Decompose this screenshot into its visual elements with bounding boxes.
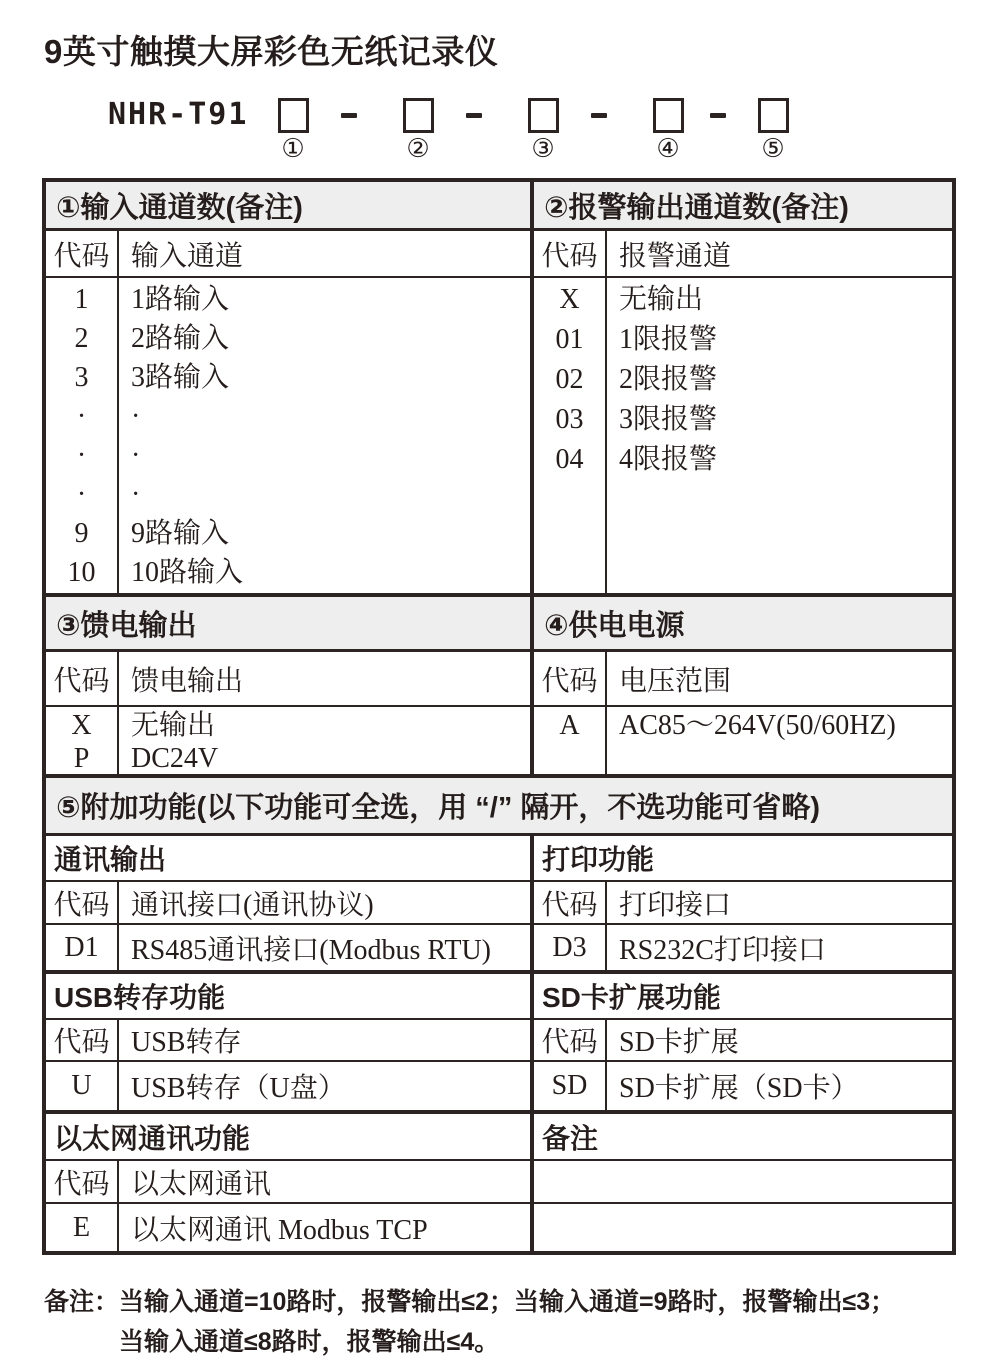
subheader-row-eth-remark bbox=[46, 1161, 952, 1204]
selection-table bbox=[42, 178, 956, 1255]
s3-row-code: P bbox=[73, 743, 90, 774]
s2-row-desc: 2限报警 bbox=[619, 364, 718, 395]
s2-desc-header: 报警通道 bbox=[619, 240, 732, 272]
remark-group-title: 备注 bbox=[542, 1122, 599, 1154]
model-position-3: ③ bbox=[531, 134, 555, 164]
s2-row-code: 01 bbox=[555, 324, 584, 355]
s1-row-desc: · bbox=[131, 479, 141, 510]
model-box-5 bbox=[758, 98, 789, 133]
s1-row-desc: 10路输入 bbox=[131, 557, 244, 588]
s1-row-desc: 9路输入 bbox=[131, 518, 230, 549]
group-header-row-usb-sd bbox=[46, 974, 952, 1020]
model-position-1: ① bbox=[281, 134, 305, 164]
usb-code-header: 代码 bbox=[46, 1020, 119, 1060]
s3-row-code: X bbox=[71, 710, 92, 741]
section-4-header: ④供电电源 bbox=[534, 597, 952, 649]
s3-row-desc: DC24V bbox=[131, 743, 219, 774]
data-row-comm-print bbox=[46, 925, 952, 974]
s3-codes-column bbox=[46, 707, 119, 774]
s2-row-code: 03 bbox=[555, 404, 584, 435]
sd-row-desc: SD卡扩展（SD卡） bbox=[619, 1073, 859, 1104]
subheader-row-usb-sd bbox=[46, 1020, 952, 1062]
footnote-text bbox=[119, 1282, 895, 1360]
model-dash-1 bbox=[341, 113, 357, 118]
comm-desc-header: 通讯接口(通讯协议) bbox=[131, 889, 374, 921]
remark-empty-cell bbox=[534, 1161, 952, 1202]
s1-row-code: 3 bbox=[74, 362, 89, 393]
data-row-3-4 bbox=[46, 707, 952, 778]
comm-group-title: 通讯输出 bbox=[54, 844, 167, 875]
eth-desc-header: 以太网通讯 bbox=[131, 1168, 272, 1200]
s2-row-desc: 4限报警 bbox=[619, 444, 718, 475]
sd-row-code: SD bbox=[534, 1062, 607, 1110]
model-position-4: ④ bbox=[656, 134, 680, 164]
model-dash-2 bbox=[466, 113, 482, 118]
s2-row-desc: 无输出 bbox=[619, 284, 704, 315]
data-row-eth-remark bbox=[46, 1204, 952, 1251]
sd-group-title: SD卡扩展功能 bbox=[542, 982, 721, 1013]
s4-row-code: A bbox=[559, 710, 580, 741]
subheader-row-comm-print bbox=[46, 882, 952, 925]
s3-row-desc: 无输出 bbox=[131, 710, 216, 741]
s2-codes-column bbox=[534, 278, 607, 593]
footnote-label: 备注： bbox=[44, 1288, 120, 1316]
page-title: 9英寸触摸大屏彩色无纸记录仪 bbox=[44, 33, 499, 70]
model-prefix: NHR-T91 bbox=[108, 97, 249, 132]
eth-row-code: E bbox=[46, 1204, 119, 1251]
footnote bbox=[44, 1282, 895, 1360]
usb-row-desc: USB转存（U盘） bbox=[131, 1073, 346, 1104]
remark-empty-cell bbox=[534, 1204, 952, 1251]
model-position-2: ② bbox=[406, 134, 430, 164]
section-2-header: ②报警输出通道数(备注) bbox=[534, 182, 952, 228]
subheader-row-1-2 bbox=[46, 231, 952, 278]
s2-row-desc: 3限报警 bbox=[619, 404, 718, 435]
band-row-1-2 bbox=[46, 182, 952, 231]
data-row-usb-sd bbox=[46, 1062, 952, 1114]
s1-descs-column bbox=[119, 278, 530, 593]
s4-desc-header: 电压范围 bbox=[619, 665, 732, 697]
data-row-1-2 bbox=[46, 278, 952, 597]
s2-row-desc: 1限报警 bbox=[619, 324, 718, 355]
band-row-5 bbox=[46, 778, 952, 836]
s2-descs-column bbox=[607, 278, 952, 593]
s1-row-code: · bbox=[76, 401, 87, 432]
footnote-line-2: 当输入通道≤8路时，报警输出≤4。 bbox=[119, 1328, 500, 1356]
print-code-header: 代码 bbox=[534, 882, 607, 923]
s4-code-header: 代码 bbox=[534, 652, 607, 705]
s1-row-desc: 2路输入 bbox=[131, 323, 230, 354]
model-dash-3 bbox=[591, 113, 607, 118]
print-desc-header: 打印接口 bbox=[619, 889, 732, 921]
s2-row-code: X bbox=[559, 284, 580, 315]
usb-desc-header: USB转存 bbox=[131, 1027, 242, 1058]
group-header-row-comm-print bbox=[46, 836, 952, 882]
sd-desc-header: SD卡扩展 bbox=[619, 1027, 739, 1058]
model-box-1 bbox=[278, 98, 309, 133]
s1-row-code: 10 bbox=[67, 557, 96, 588]
comm-code-header: 代码 bbox=[46, 882, 119, 923]
s2-code-header: 代码 bbox=[534, 231, 607, 276]
s1-row-code: · bbox=[76, 440, 87, 471]
ethernet-group-title: 以太网通讯功能 bbox=[54, 1122, 251, 1154]
section-1-header: ①输入通道数(备注) bbox=[46, 182, 530, 228]
usb-group-title: USB转存功能 bbox=[54, 982, 226, 1013]
comm-row-desc: RS485通讯接口(Modbus RTU) bbox=[131, 934, 492, 966]
s1-row-code: 9 bbox=[74, 518, 89, 549]
s3-descs-column bbox=[119, 707, 530, 774]
s2-row-code: 04 bbox=[555, 444, 584, 475]
s1-code-header: 代码 bbox=[46, 231, 119, 276]
model-box-4 bbox=[653, 98, 684, 133]
s3-code-header: 代码 bbox=[46, 652, 119, 705]
s4-row-desc: AC85～264V(50/60HZ) bbox=[619, 710, 896, 741]
comm-row-code: D1 bbox=[46, 925, 119, 970]
s1-row-desc: 3路输入 bbox=[131, 362, 230, 393]
model-box-2 bbox=[403, 98, 434, 133]
s1-row-desc: · bbox=[131, 401, 141, 432]
model-position-5: ⑤ bbox=[761, 134, 785, 164]
s1-row-desc: · bbox=[131, 440, 141, 471]
section-5-header: ⑤附加功能(以下功能可全选，用 “/” 隔开，不选功能可省略) bbox=[46, 778, 952, 833]
model-box-3 bbox=[528, 98, 559, 133]
eth-row-desc: 以太网通讯 Modbus TCP bbox=[131, 1214, 428, 1246]
usb-row-code: U bbox=[46, 1062, 119, 1110]
s4-codes-column bbox=[534, 707, 607, 774]
section-3-header: ③馈电输出 bbox=[46, 597, 530, 649]
s4-descs-column bbox=[607, 707, 952, 774]
eth-code-header: 代码 bbox=[46, 1161, 119, 1202]
print-row-code: D3 bbox=[534, 925, 607, 970]
s1-row-desc: 1路输入 bbox=[131, 284, 230, 315]
s3-desc-header: 馈电输出 bbox=[131, 665, 244, 697]
s1-codes-column bbox=[46, 278, 119, 593]
band-row-3-4 bbox=[46, 597, 952, 652]
group-header-row-eth-remark bbox=[46, 1114, 952, 1161]
model-dash-4 bbox=[710, 113, 726, 118]
s1-desc-header: 输入通道 bbox=[131, 240, 244, 272]
s1-row-code: 2 bbox=[74, 323, 89, 354]
sd-code-header: 代码 bbox=[534, 1020, 607, 1060]
s1-row-code: 1 bbox=[74, 284, 89, 315]
footnote-line-1: 当输入通道=10路时，报警输出≤2；当输入通道=9路时，报警输出≤3； bbox=[119, 1288, 896, 1316]
print-row-desc: RS232C打印接口 bbox=[619, 934, 826, 966]
s2-row-code: 02 bbox=[555, 364, 584, 395]
print-group-title: 打印功能 bbox=[542, 844, 655, 875]
subheader-row-3-4 bbox=[46, 652, 952, 707]
s1-row-code: · bbox=[76, 479, 87, 510]
